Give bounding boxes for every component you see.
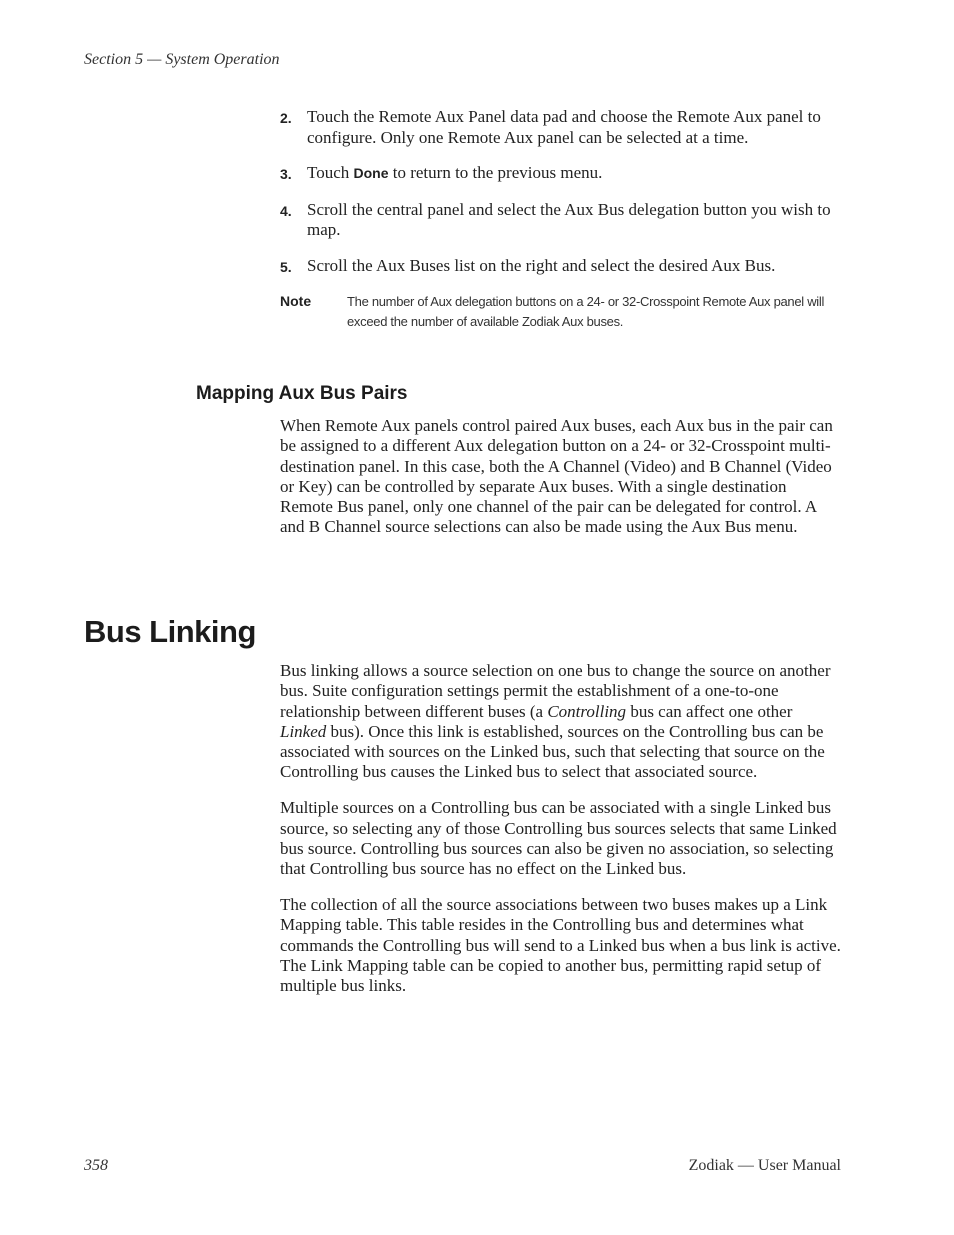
subsection-heading: Mapping Aux Bus Pairs [196,383,408,404]
step-text: Scroll the Aux Buses list on the right and select the desired Aux Bus. [307,255,776,275]
section-body [280,661,842,1012]
paragraph: When Remote Aux panels control paired Aux buses, each Aux bus in the pair can be assigned to a different Aux delegation button on a 24- or 32-Crosspoint multi-destination panel. In this case, both the A Channel (Video) and B Channel (Video or Key) can be controlled by separate Aux buses. With a single destination Remote Bus panel, only one channel of the pair can be delegated for control. A and B Channel source selections can also be made using the Aux Bus menu. [280,416,833,537]
step-number: 5. [280,258,292,275]
step-item [280,256,842,278]
note-label: Note [280,293,312,309]
step-item [280,163,842,185]
step-number: 3. [280,166,292,182]
note-text: The number of Aux delegation buttons on a 24- or 32-Crosspoint Remote Aux panel will exceed the number of available Zodiak Aux buses. [347,294,825,329]
note-block [280,292,842,331]
done-keyword: Done [353,165,389,181]
step-text-prefix: Touch [307,163,354,182]
step-text: Touch the Remote Aux Panel data pad and choose the Remote Aux panel to configure. Only one Remote Aux panel can be selected at a time. [307,107,821,147]
italic-term-linked: Linked [280,721,327,741]
page-number: 358 [84,1157,108,1174]
manual-title: Zodiak — User Manual [688,1157,841,1174]
italic-term-controlling: Controlling [547,701,627,721]
paragraph: Multiple sources on a Controlling bus can be associated with a single Linked bus source, so selecting any of those Controlling bus sources selects that same Linked bus source. Controlling bus sources can also be given no association, so selecting that Controlling bus source has no effect on the Linked bus. [280,798,837,879]
step-number: 2. [280,110,292,126]
step-text: Scroll the central panel and select the Aux Bus delegation button you wish to map. [307,199,831,239]
step-number: 4. [280,202,292,219]
subsection-body [280,416,842,553]
section-heading: Bus Linking [84,614,256,649]
text-run: bus). Once this link is established, sources on the Controlling bus can be associated with sources on the Linked bus, such that selecting that source on the Controlling bus causes the Linked bus to select that associated source. [280,721,825,782]
procedure-steps [280,107,842,331]
step-text [307,163,842,185]
step-item [280,107,842,148]
step-text-suffix: to return to the previous menu. [388,163,603,182]
text-run: Bus linking allows a source selection on one bus to change the source on another bus. Suite configuration settings permit the establishment of a one-to-one relationship between different buses (a [280,661,831,721]
paragraph [280,661,842,783]
step-item [280,200,842,241]
text-run: bus can affect one other [626,701,793,721]
paragraph: The collection of all the source associations between two buses makes up a Link Mapping table. This table resides in the Controlling bus and determines what commands the Controlling bus will send to a Linked bus when a bus link is active. The Link Mapping table can be copied to another bus, permitting rapid setup of multiple bus links. [280,894,841,996]
running-header: Section 5 — System Operation [84,51,280,68]
